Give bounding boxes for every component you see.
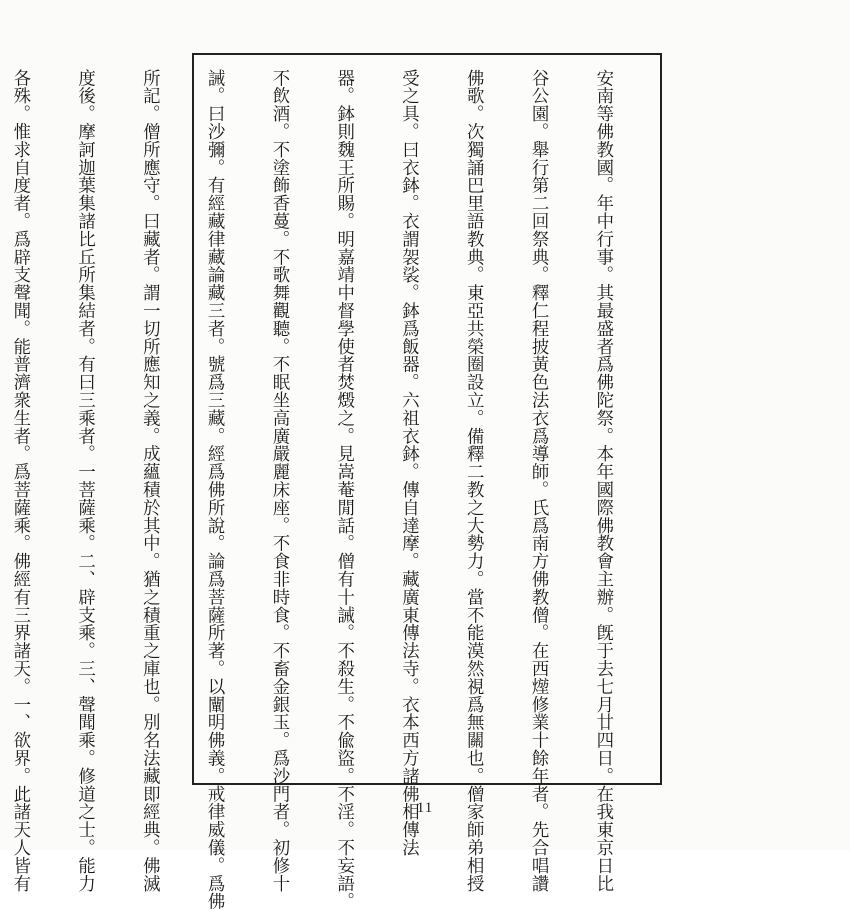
text-column-10: 各殊。惟求自度者。爲辟支聲聞。能普濟衆生者。爲菩薩乘。佛經有三界諸天。一、欲界。此諸天人皆有: [9, 69, 30, 893]
page-number: 11: [416, 800, 434, 816]
text-column-6: 不飲酒。不塗飾香蔓。不歌舞觀聽。不眠坐高廣嚴麗床座。不食非時食。不畜金銀玉。爲沙門者。初修十: [268, 69, 289, 893]
text-column-2: 谷公園。舉行第二回祭典。釋仁程披黃色法衣爲導師。氏爲南方佛教僧。在西𤍣修業十餘年者。先合唱讚: [528, 69, 549, 893]
text-column-1: 安南等佛教國。年中行事。其最盛者爲佛陀祭。本年國際佛教會主辦。旣于去七月廿四日。在我東京日比: [592, 69, 613, 893]
text-column-7: 誡。曰沙彌。有經藏律藏論藏三者。號爲三藏。經爲佛所說。論爲菩薩所著。以闡明佛義。戒律威儀。爲佛: [204, 69, 225, 910]
text-column-8: 所記。僧所應守。曰藏者。謂一切所應知之義。成蘊積於其中。猶之積重之庫也。別名法藏即經典。佛滅: [139, 69, 160, 893]
text-column-4: 受之具。曰衣鉢。衣謂袈裟。鉢爲飯器。六祖衣鉢。傳自達摩。藏廣東傳法寺。衣本西方諸佛相傳法: [398, 69, 419, 857]
text-column-9: 度後。摩訶迦葉集諸比丘所集結者。有曰三乘者。一菩薩乘。二、辟支乘。三、聲聞乘。修道之士。能力: [74, 69, 95, 893]
text-column-3: 佛歌。次獨誦巴里語教典。東亞共榮圈設立。備釋二教之大勢力。當不能漠然視爲無關也。僧家師弟相授: [463, 69, 484, 893]
text-column-5: 器。鉢則魏王所賜。明嘉靖中督學使者焚燬之。見嵩菴閒話。僧有十誡。不殺生。不偸盜。不淫。不妄語。: [333, 69, 354, 910]
